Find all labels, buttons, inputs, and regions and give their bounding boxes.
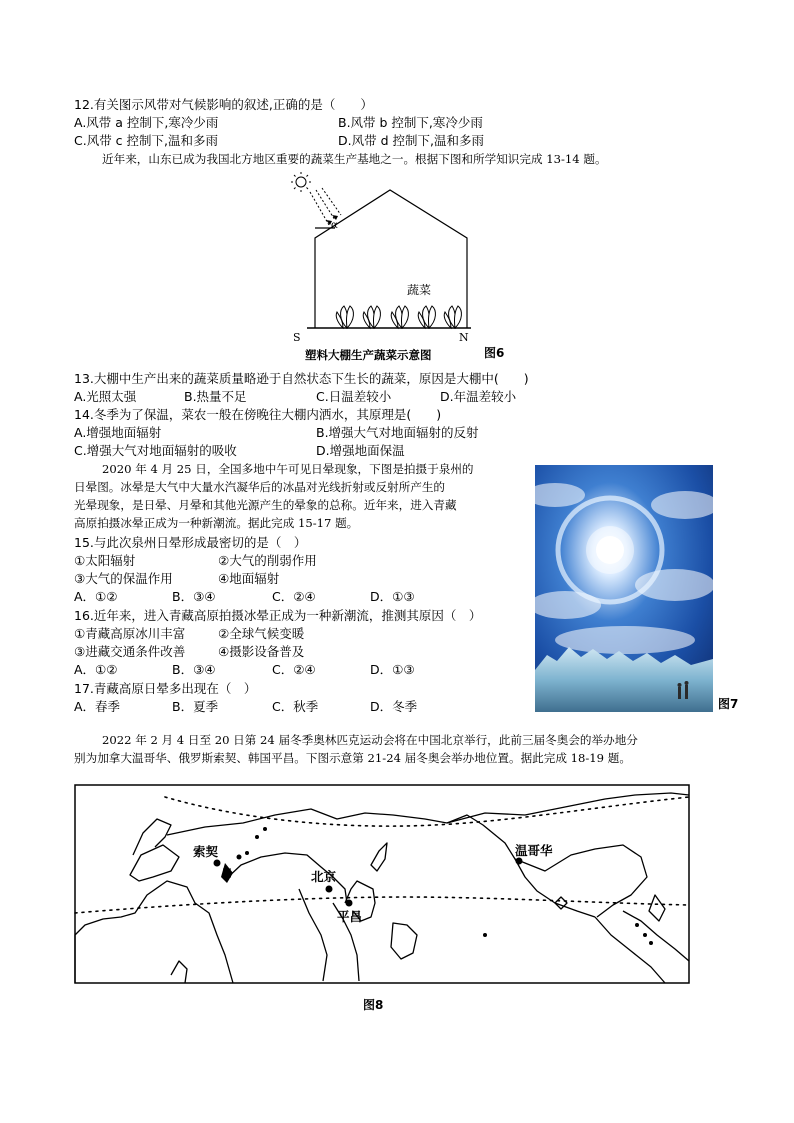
q16-option-a: A．①② [74, 662, 118, 677]
q13-option-c: C.日温差较小 [316, 389, 392, 404]
q15-option-b: B．③④ [172, 589, 216, 604]
vegetable-label: 蔬菜 [407, 283, 432, 297]
q17-option-c: C．秋季 [272, 699, 319, 714]
q15-statement-3: ③大气的保温作用 [74, 571, 173, 586]
q12-option-c: C.风带 c 控制下,温和多雨 [74, 133, 218, 148]
figure-6-caption: 塑料大棚生产蔬菜示意图 [305, 348, 432, 362]
greenhouse-diagram [285, 170, 485, 360]
figure-6-label: 图6 [484, 346, 505, 360]
sochi-marker [214, 860, 221, 867]
q14-option-c: C.增强大气对地面辐射的吸收 [74, 443, 237, 458]
sun-icon [291, 172, 311, 192]
q13-option-d: D.年温差较小 [440, 389, 517, 404]
intro-15-17-line3: 光晕现象，是日晕、月晕和其他光源产生的晕象的总称。近年来，进入青藏 [74, 498, 457, 512]
q13-option-b: B.热量不足 [184, 389, 247, 404]
world-map [75, 785, 689, 983]
q12-option-b: B.风带 b 控制下,寒冷少雨 [338, 115, 483, 130]
q16-option-c: C．②④ [272, 662, 316, 677]
vegetable-plants [336, 306, 461, 328]
q16-statement-2: ②全球气候变暖 [218, 626, 305, 641]
north-label: N [459, 331, 469, 344]
q15-statement-1: ①太阳辐射 [74, 553, 136, 568]
figure-8-label: 图8 [363, 998, 384, 1012]
q17-option-a: A．春季 [74, 699, 121, 714]
q16-statement-3: ③进藏交通条件改善 [74, 644, 186, 659]
q13-stem: 13.大棚中生产出来的蔬菜质量略逊于自然状态下生长的蔬菜，原因是大棚中( ) [74, 371, 529, 386]
pyeongchang-marker [346, 900, 353, 907]
q17-stem: 17.青藏高原日晕多出现在（ ） [74, 681, 257, 696]
sochi-label: 索契 [193, 844, 219, 859]
q12-option-d: D.风带 d 控制下,温和多雨 [338, 133, 484, 148]
q12-option-a: A.风带 a 控制下,寒冷少雨 [74, 115, 219, 130]
pyeongchang-label: 平昌 [337, 909, 363, 924]
q17-option-b: B．夏季 [172, 699, 219, 714]
q14-option-a: A.增强地面辐射 [74, 425, 162, 440]
q16-statement-1: ①青藏高原冰川丰富 [74, 626, 186, 641]
intro-15-17-line2: 日晕图。冰晕是大气中大量水汽凝华后的冰晶对光线折射或反射所产生的 [74, 480, 446, 494]
intro-18-19-line1: 2022 年 2 月 4 日至 20 日第 24 届冬季奥林匹克运动会将在中国北京举行，此前三届冬奥会的举办地分 [102, 733, 638, 747]
figure-7-label: 图7 [718, 697, 739, 711]
q15-statement-2: ②大气的削弱作用 [218, 553, 317, 568]
q14-option-d: D.增强地面保温 [316, 443, 405, 458]
q14-option-b: B.增强大气对地面辐射的反射 [316, 425, 479, 440]
beijing-marker [326, 886, 333, 893]
sun-halo-photo [535, 465, 713, 712]
intro-15-17-line1: 2020 年 4 月 25 日，全国多地中午可见日晕现象，下图是拍摄于泉州的 [102, 462, 474, 476]
q16-option-d: D．①③ [370, 662, 415, 677]
vancouver-label: 温哥华 [515, 843, 553, 858]
south-label: S [293, 331, 301, 344]
q15-option-a: A．①② [74, 589, 118, 604]
q16-statement-4: ④摄影设备普及 [218, 644, 305, 659]
intro-13-14: 近年来，山东已成为我国北方地区重要的蔬菜生产基地之一。根据下图和所学知识完成 13-14 题。 [102, 152, 607, 166]
q15-stem: 15.与此次泉州日晕形成最密切的是（ ） [74, 535, 307, 550]
q15-option-d: D．①③ [370, 589, 415, 604]
angle-alpha: α [331, 220, 338, 231]
greenhouse-frame [315, 190, 467, 328]
q15-statement-4: ④地面辐射 [218, 571, 280, 586]
vancouver-marker [516, 858, 523, 865]
q14-stem: 14.冬季为了保温，菜农一般在傍晚往大棚内洒水，其原理是( ) [74, 407, 442, 422]
q17-option-d: D．冬季 [370, 699, 418, 714]
intro-18-19-line2: 别为加拿大温哥华、俄罗斯索契、韩国平昌。下图示意第 21-24 届冬奥会举办地位置。据此完成 18-19 题。 [74, 751, 631, 765]
q15-option-c: C．②④ [272, 589, 316, 604]
intro-15-17-line4: 高原拍摄冰晕正成为一种新潮流。据此完成 15-17 题。 [74, 516, 359, 530]
q16-option-b: B．③④ [172, 662, 216, 677]
q16-stem: 16.近年来，进入青藏高原拍摄冰晕正成为一种新潮流，推测其原因（ ） [74, 608, 482, 623]
beijing-label: 北京 [311, 869, 337, 884]
q13-option-a: A.光照太强 [74, 389, 137, 404]
q12-stem: 12.有关图示风带对气候影响的叙述,正确的是（ ） [74, 97, 373, 112]
